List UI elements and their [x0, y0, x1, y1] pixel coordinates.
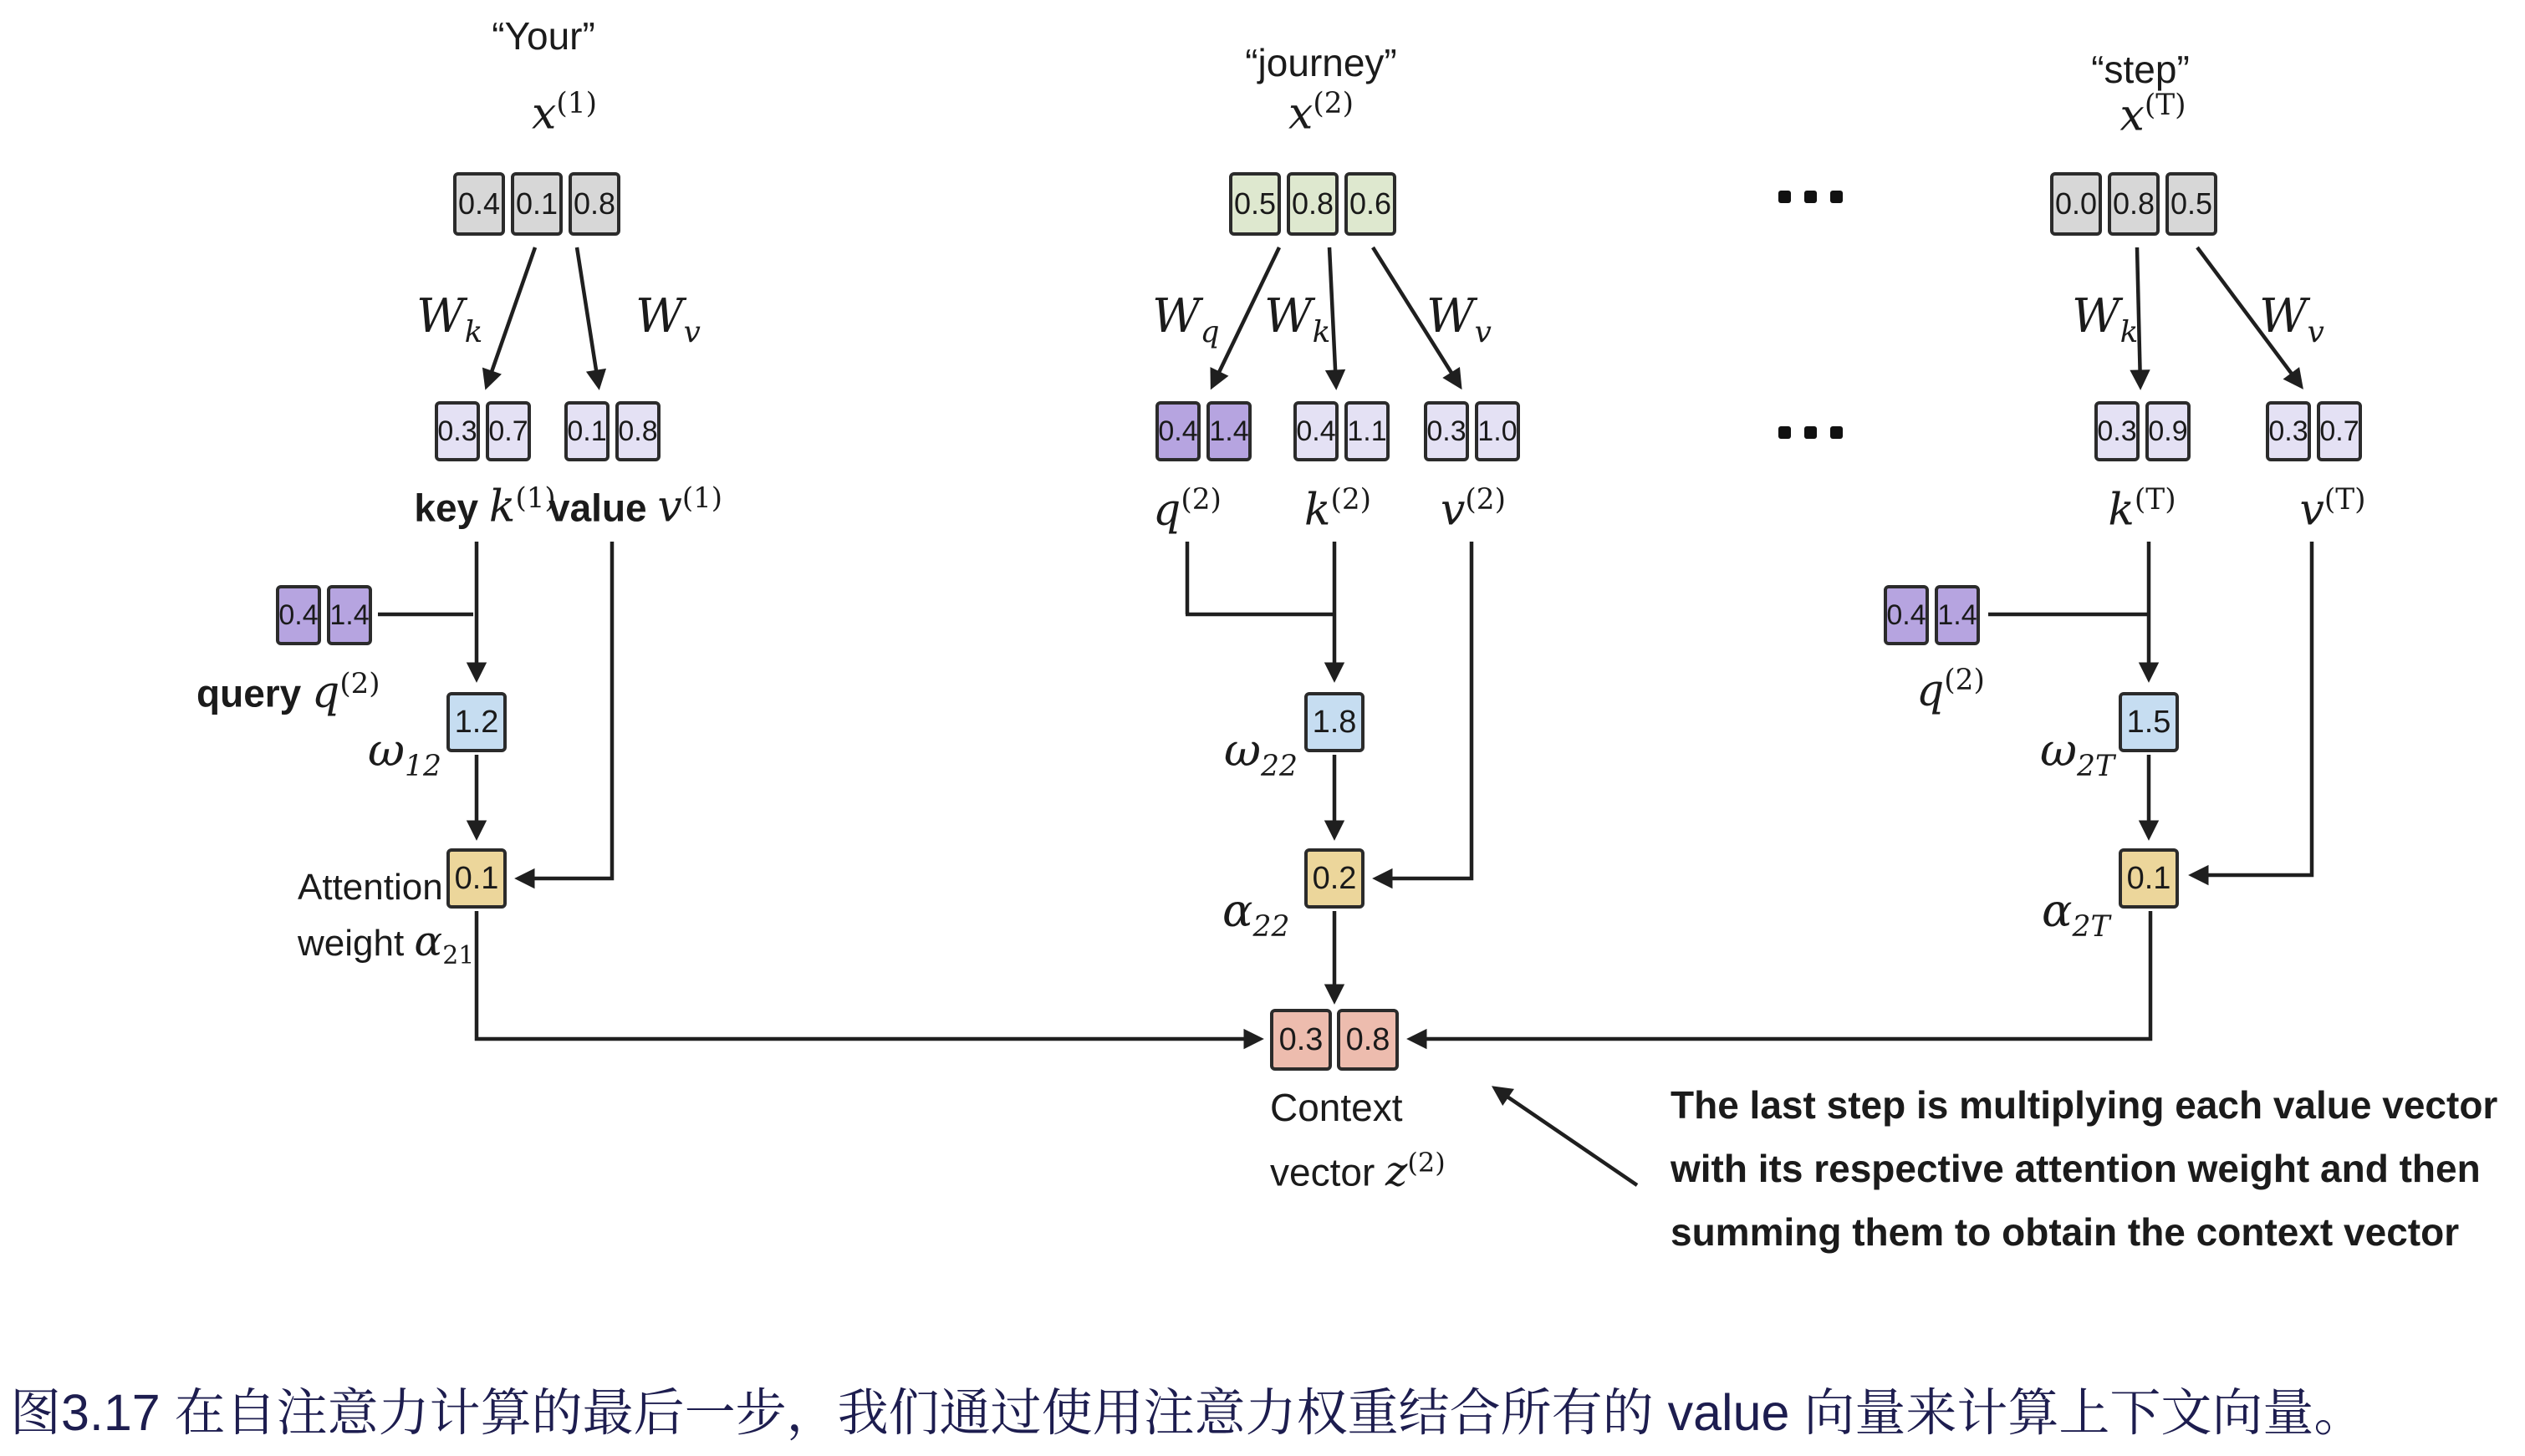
alpha22-label: $\alpha_{22}$ [1222, 884, 1290, 944]
wq-label-2: $W_q$ [1152, 289, 1220, 350]
attention-weight-label: Attention weight $\alpha_{21}$ [298, 867, 475, 970]
value-v1-label: value $v^{(1)}$ [548, 481, 722, 532]
xT-cell: 0.8 [2108, 172, 2160, 236]
wv-label-2: $W_v$ [1426, 289, 1492, 350]
token-word-2: “journey” [1245, 41, 1397, 84]
x2-cell: 0.6 [1344, 172, 1396, 236]
omega12-label: $\omega_{12}$ [368, 724, 442, 783]
query-q2-cell-T: 0.4 [1884, 585, 1929, 645]
alpha2T-label: $\alpha_{2T}$ [2042, 884, 2110, 944]
omega22-cell: 1.8 [1304, 692, 1365, 752]
v2-cell: 1.0 [1475, 401, 1520, 461]
query-q2-label: query $q^{(2)}$ [196, 667, 380, 718]
alpha2T-cell: 0.1 [2119, 848, 2179, 909]
key-k1-label: key $k^{(1)}$ [414, 481, 556, 532]
alpha22-cell: 0.2 [1304, 848, 1365, 909]
line-alpha21-to-context [477, 911, 1260, 1039]
v1-cell: 0.1 [564, 401, 610, 461]
line-alpha2T-to-context [1410, 911, 2150, 1039]
x2-cell: 0.5 [1229, 172, 1281, 236]
vT-label: $v^{(T)}$ [2299, 483, 2366, 536]
kT-label: $k^{(T)}$ [2108, 483, 2176, 536]
kT-cell: 0.3 [2094, 401, 2140, 461]
k2-label: $k^{(2)}$ [1303, 483, 1372, 536]
x2-label: $x^{(2)}$ [1288, 87, 1354, 140]
v1-cell: 0.8 [615, 401, 661, 461]
vT-cell: 0.3 [2266, 401, 2311, 461]
wv-label-T: $W_v$ [2259, 289, 2324, 350]
x2-cell: 0.8 [1287, 172, 1339, 236]
wk-label-1: $W_k$ [416, 289, 483, 350]
line-v1-to-alpha21 [518, 542, 612, 878]
xT-cell: 0.5 [2165, 172, 2217, 236]
wv-label-1: $W_v$ [635, 289, 701, 350]
omega22-label: $\omega_{22}$ [1224, 724, 1298, 783]
xT-cell: 0.0 [2050, 172, 2102, 236]
omega2T-cell: 1.5 [2119, 692, 2179, 752]
k2-cell: 1.1 [1344, 401, 1390, 461]
arrow-x1-to-v1 [577, 247, 599, 386]
query-q2-cell: 0.4 [276, 585, 321, 645]
vT-cell: 0.7 [2317, 401, 2362, 461]
annotation-arrow [1495, 1088, 1637, 1185]
x1-cell: 0.8 [569, 172, 620, 236]
context-vector-cell: 0.3 [1270, 1009, 1332, 1071]
context-vector-cell: 0.8 [1337, 1009, 1399, 1071]
figure-caption: 图3.17 在自注意力计算的最后一步，我们通过使用注意力权重结合所有的 value 向量来计算上下文向量。 [10, 1384, 2365, 1441]
token-word-T: “step” [2091, 48, 2190, 91]
xT-label: $x^{(T)}$ [2119, 89, 2186, 141]
q2-label-T: $q^{(2)}$ [1916, 664, 1985, 716]
q2-cell: 1.4 [1206, 401, 1252, 461]
v2-label: $v^{(2)}$ [1441, 483, 1506, 536]
wk-label-T: $W_k$ [2072, 289, 2139, 350]
query-q2-cell: 1.4 [327, 585, 372, 645]
kT-cell: 0.9 [2145, 401, 2191, 461]
omega2T-label: $\omega_{2T}$ [2040, 724, 2115, 783]
line-vT-to-alpha2T [2192, 542, 2312, 875]
ellipsis-icon [1778, 426, 1843, 439]
x1-cell: 0.4 [453, 172, 505, 236]
wk-label-2: $W_k$ [1264, 289, 1331, 350]
alpha21-cell: 0.1 [446, 848, 507, 909]
q2-label: $q^{(2)}$ [1153, 483, 1222, 536]
k1-cell: 0.7 [486, 401, 531, 461]
omega12-cell: 1.2 [446, 692, 507, 752]
k2-cell: 0.4 [1293, 401, 1339, 461]
k1-cell: 0.3 [435, 401, 480, 461]
line-v2-to-alpha22 [1376, 542, 1472, 878]
arrow-x1-to-k1 [487, 247, 535, 386]
annotation-text: The last step is multiplying each value vector with its respective attention weight and then summing them to obtain the context vector [1671, 1083, 2498, 1254]
x1-cell: 0.1 [511, 172, 563, 236]
context-vector-label: Context vector $z^{(2)}$ [1270, 1086, 1446, 1196]
x1-label: $x^{(1)}$ [532, 87, 597, 140]
token-word-1: “Your” [492, 14, 595, 58]
ellipsis-icon [1778, 191, 1843, 203]
q2-cell: 0.4 [1155, 401, 1201, 461]
query-q2-cell-T: 1.4 [1935, 585, 1980, 645]
v2-cell: 0.3 [1424, 401, 1469, 461]
